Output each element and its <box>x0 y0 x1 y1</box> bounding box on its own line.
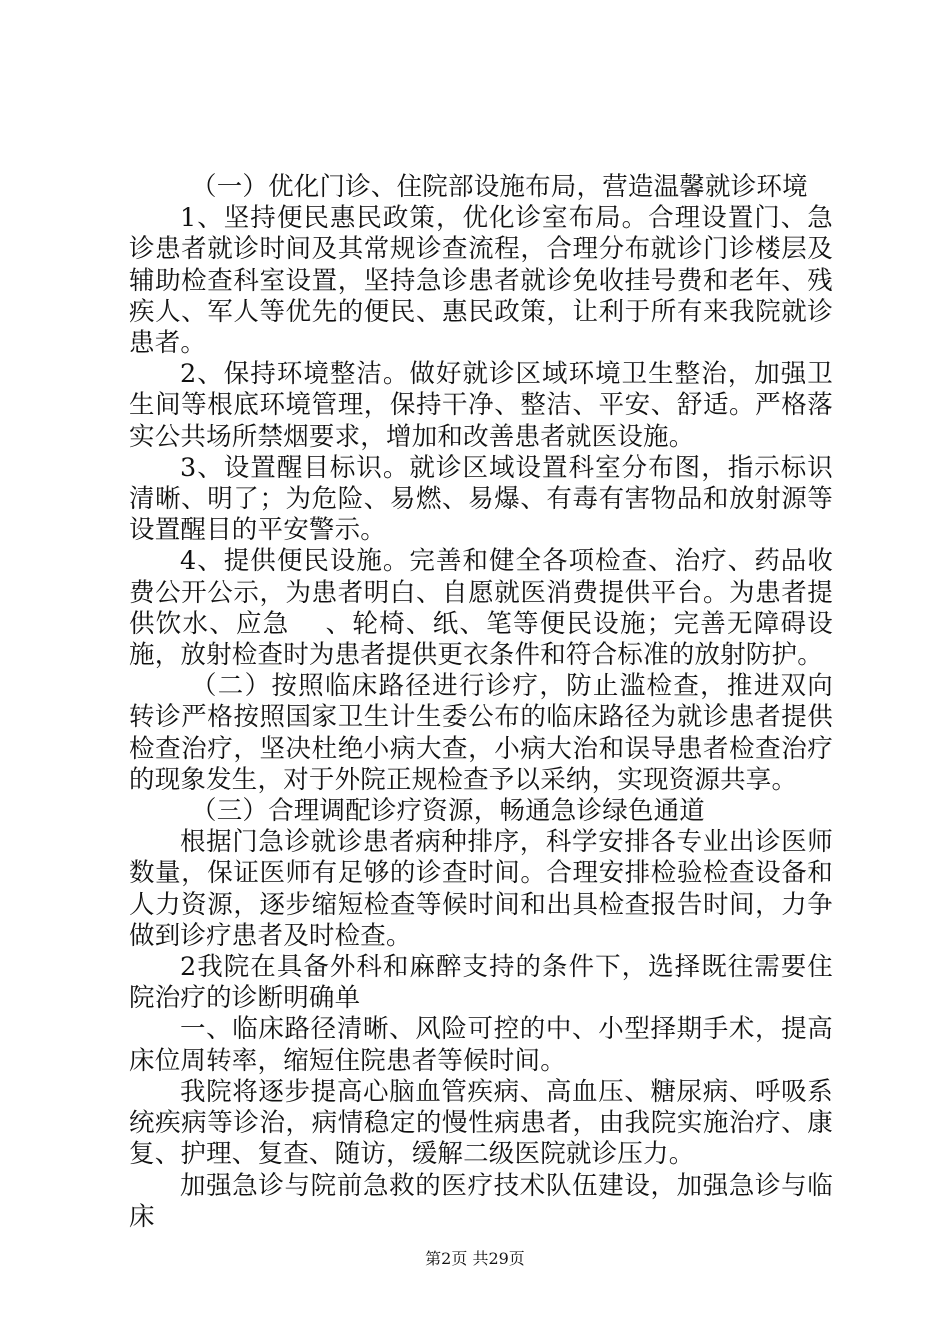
section-heading-1: （一）优化门诊、住院部设施布局，营造温馨就诊环境 <box>191 172 808 202</box>
paragraph-emergency: 加强急诊与院前急救的医疗技术队伍建设，加强急诊与临床 <box>129 1170 833 1232</box>
paragraph-resources: 根据门急诊就诊患者病种排序，科学安排各专业出诊医师数量，保证医师有足够的诊查时间。合理安排检验检查设备和人力资源，逐步缩短检查等候时间和出具检查报告时间，力争做到诊疗患者及时检查。 <box>129 827 833 951</box>
paragraph-surgery-intro: 2我院在具备外科和麻醉支持的条件下，选择既往需要住院治疗的诊断明确单 <box>129 952 833 1014</box>
page-number-footer: 第2页 共29页 <box>425 1249 525 1268</box>
paragraph-item-2: 2、保持环境整洁。做好就诊区域环境卫生整治，加强卫生间等根底环境管理，保持干净、整洁、平安、舒适。严格落实公共场所禁烟要求，增加和改善患者就医设施。 <box>129 359 833 452</box>
paragraph-chronic-disease: 我院将逐步提高心脑血管疾病、高血压、糖尿病、呼吸系统疾病等诊治，病情稳定的慢性病患者，由我院实施治疗、康复、护理、复查、随访，缓解二级医院就诊压力。 <box>129 1076 833 1170</box>
document-body <box>129 172 833 1233</box>
section-heading-2: （二）按照临床路径进行诊疗，防止滥检查，推进双向转诊严格按照国家卫生计生委公布的临床路径为就诊患者提供检查治疗，坚决杜绝小病大查，小病大治和误导患者检查治疗的现象发生，对于外院正规检查予以采纳，实现资源共享。 <box>129 671 833 795</box>
paragraph-clinical-path: 一、临床路径清晰、风险可控的中、小型择期手术，提高床位周转率，缩短住院患者等候时间。 <box>129 1014 833 1076</box>
paragraph-item-1: 1、坚持便民惠民政策，优化诊室布局。合理设置门、急诊患者就诊时间及其常规诊查流程，合理分布就诊门诊楼层及辅助检查科室设置，坚持急诊患者就诊免收挂号费和老年、残疾人、军人等优先的便民、惠民政策，让利于所有来我院就诊患者。 <box>129 203 833 359</box>
paragraph-item-3: 3、设置醒目标识。就诊区域设置科室分布图，指示标识清晰、明了；为危险、易燃、易爆、有毒有害物品和放射源等设置醒目的平安警示。 <box>129 452 833 546</box>
section-heading-3: （三）合理调配诊疗资源，畅通急诊绿色通道 <box>191 796 706 827</box>
paragraph-item-4: 4、提供便民设施。完善和健全各项检查、治疗、药品收费公开公示，为患者明白、自愿就医消费提供平台。为患者提供饮水、应急 、轮椅、纸、笔等便民设施；完善无障碍设施，放射检查时为患者提供更衣条件和符合标准的放射防护。 <box>129 546 833 671</box>
